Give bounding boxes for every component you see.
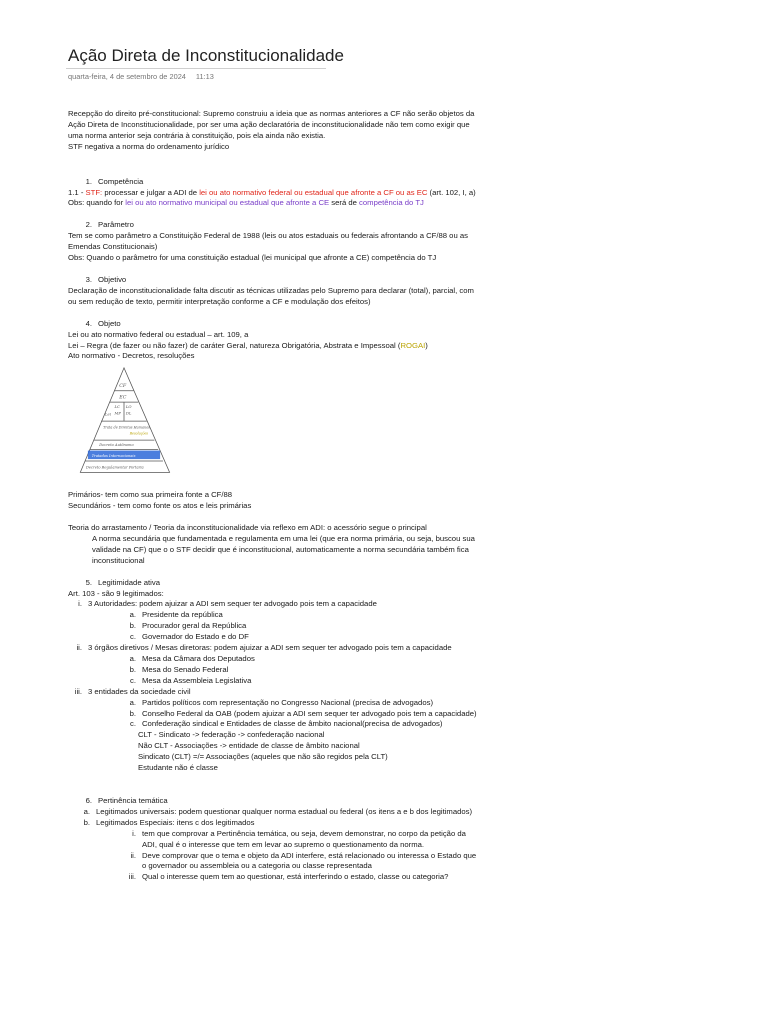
intro-line: STF negativa a norma do ordenamento jurídico [68,141,230,151]
list-item: c. Confederação sindical e Entidades de classe de âmbito nacional(precisa de advogados) [130,719,443,729]
competencia-line-1: 1.1 - STF: processar e julgar a ADI de lei ou ato normativo federal ou estadual que afronte a CF ou as EC (art. 102, I, a) [68,187,476,197]
section-heading-pertinencia: 6. Pertinência temática [85,795,168,805]
page-date: quarta-feira, 4 de setembro de 2024 [68,72,186,81]
list-item: i. tem que comprovar a Pertinência temática, ou seja, devem demonstrar, no corpo da petição da ADI, qual é o interesse que tem em levar ao supremo o questionamento da norma. [132,828,466,849]
legitimidade-art: Art. 103 - são 9 legitimados: [68,588,164,598]
section-heading-objeto: 4. Objeto [85,318,121,328]
section-heading-parametro: 2. Parâmetro [85,220,134,230]
section-heading-objetivo: 3. Objetivo [85,274,127,284]
clt-note: CLT - Sindicato -> federação -> confederação nacional [138,730,325,740]
pyramid-label: Lei [105,411,111,417]
section-heading-legitimidade: 5. Legitimidade ativa [85,577,160,587]
intro-paragraph: Recepção do direito pré-constitucional: Supremo construiu a ideia que as normas anteriores a CF não serão objetos da Ação Direta de Inconstitucionalidade, por ser uma ação declaratória de inconstitucionalidade não tem como exigir que uma norma anterior seja contrária à constituição, pois ela ainda não existia. [68,109,475,140]
list-item: c. Mesa da Assembleia Legislativa [130,675,252,685]
section-heading-competencia: 1. Competência [85,176,144,186]
pyramid-label: Resoluções [129,431,149,436]
clt-note: Sindicato (CLT) =/= Associações (aqueles que não são regidos pela CLT) [138,752,388,762]
list-item: iii. Qual o interesse quem tem ao questionar, está interferindo o estado, classe ou categoria? [128,872,449,882]
primarios-line: Primários- tem como sua primeira fonte a CF/88 [68,490,233,500]
clt-note: Não CLT - Associações -> entidade de classe de âmbito nacional [138,741,360,751]
list-item: b. Mesa do Senado Federal [129,664,229,674]
objeto-line-2: Lei – Regra (de fazer ou não fazer) de caráter Geral, natureza Obrigatória, Abstrata e Impessoal (ROGAI) [68,340,428,350]
list-item: b. Procurador geral da República [129,621,247,631]
kelsen-pyramid-sketch [76,366,172,480]
parametro-text: Tem se como parâmetro a Constituição Federal de 1988 (leis ou atos estaduais ou federais afrontando a CF/88 ou as Emendas Constitucionais) [68,231,468,252]
pyramid-label: EC [119,395,127,401]
secundarios-line: Secundários - tem como fonte os atos e leis primárias [68,501,252,511]
legitimados-group-ii: ii. 3 órgãos diretivos / Mesas diretoras: podem ajuizar a ADI sem sequer ter advogado pois tem a capacidade [76,643,452,653]
pyramid-label: Tratados Internacionais [91,454,136,459]
pyramid-label: Decreto Regulamentar Portaria [86,465,144,470]
list-item: b. Conselho Federal da OAB (podem ajuizar a ADI sem sequer ter advogado pois tem a capacidade) [129,708,477,718]
competencia-obs: Obs: quando for lei ou ato normativo municipal ou estadual que afronte a CE será de competência do TJ [68,198,424,208]
title-divider [66,68,326,69]
pyramid-label: LC [114,404,120,410]
pyramid-label: LO [125,404,132,410]
pyramid-label: DL [125,410,132,416]
page-title: Ação Direta de Inconstitucionalidade [68,46,344,65]
page-datetime [68,72,214,81]
teoria-arrastamento-desc: A norma secundária que fundamentada e regulamenta em uma lei (que era norma primária, ou seja, buscou sua validade na CF) que o o STF decidir que é inconstitucional, automaticamente a norma secundária também fica inconstitucional [92,533,475,565]
pertinencia-item-b: b. Legitimados Especiais: itens c dos legitimados [83,817,255,827]
legitimados-group-i: i. 3 Autoridades: podem ajuizar a ADI sem sequer ter advogado pois tem a capacidade [78,599,377,609]
list-item: a. Mesa da Câmara dos Deputados [129,654,255,663]
parametro-obs: Obs: Quando o parâmetro for uma constituição estadual (lei municipal que afronte a CE) competência do TJ [68,253,437,263]
legitimados-group-iii: iii. 3 entidades da sociedade civil [74,686,191,696]
pertinencia-item-a: a. Legitimados universais: podem questionar qualquer norma estadual ou federal (os itens a e b dos legitimados) [83,806,473,816]
objetivo-text: Declaração de inconstitucionalidade falta discutir as técnicas utilizadas pelo Supremo para declarar (total), parcial, com ou sem redução de texto, permitir interpretação conforme a CF e modulação dos efeitos) [68,285,474,306]
objeto-line-1: Lei ou ato normativo federal ou estadual – art. 109, a [68,329,249,339]
objeto-line-3: Ato normativo - Decretos, resoluções [68,351,195,361]
list-item: c. Governador do Estado e do DF [130,632,249,642]
pyramid-label: Decreto Autônomo [99,443,134,448]
list-item: a. Presidente da república [129,610,223,620]
pyramid-label: CF [119,384,127,390]
teoria-arrastamento: Teoria do arrastamento / Teoria da inconstitucionalidade via reflexo em ADI: o acessório segue o principal [68,523,427,533]
page-time: 11:13 [195,72,214,81]
pyramid-label: Trata de Direitos Humanos [103,426,151,431]
pyramid-label: MP [114,410,121,416]
note-body[interactable] [68,109,478,883]
clt-note: Estudante não é classe [138,763,218,773]
list-item: ii. Deve comprovar que o tema e objeto da ADI interfere, está relacionado ou interessa o Estado que o governador ou assembleia ou a categoria ou classe representada [130,850,477,871]
list-item: a. Partidos políticos com representação no Congresso Nacional (precisa de advogados) [129,697,434,707]
